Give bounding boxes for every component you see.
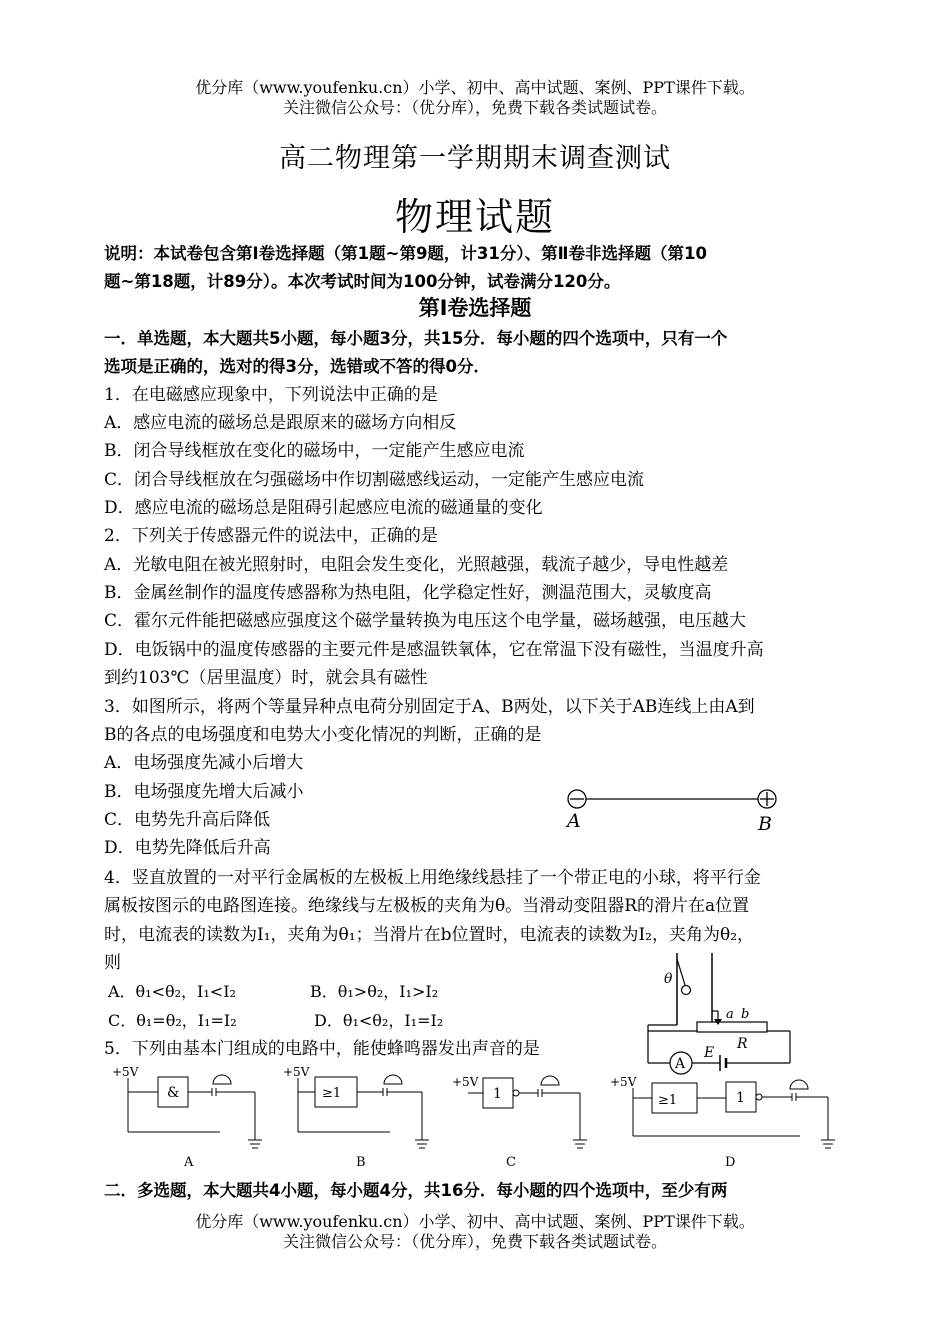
q4-stem-line-1: 4．竖直放置的一对平行金属板的左极板上用绝缘线悬挂了一个带正电的小球，将平行金 bbox=[104, 868, 761, 888]
q3-charges-figure bbox=[560, 785, 790, 840]
q2-option-b: B．金属丝制作的温度传感器称为热电阻，化学稳定性好，测温范围大，灵敏度高 bbox=[104, 583, 712, 603]
q3-stem-line-1: 3．如图所示，将两个等量异种点电荷分别固定于A、B两处，以下关于AB连线上由A到 bbox=[104, 697, 755, 717]
q2-option-d-line-1: D．电饭锅中的温度传感器的主要元件是感温铁氧体，它在常温下没有磁性，当温度升高 bbox=[104, 640, 764, 660]
q4-option-b: B．θ₁>θ₂，I₁>I₂ bbox=[310, 982, 439, 1001]
q2-option-c: C．霍尔元件能把磁感应强度这个磁学量转换为电压这个电学量，磁场越强，电压越大 bbox=[104, 611, 747, 631]
circuit-label-d: D bbox=[725, 1155, 736, 1170]
charge-label-a: A bbox=[567, 810, 581, 832]
circuit-a bbox=[112, 1065, 262, 1170]
rheostat-r bbox=[697, 1022, 767, 1032]
buzzer-icon bbox=[213, 1075, 231, 1084]
buzzer-icon bbox=[790, 1080, 808, 1089]
not-gate-symbol: 1 bbox=[493, 1086, 502, 1102]
ammeter-label: A bbox=[675, 1056, 686, 1072]
part-1-line-2: 选项是正确的，选对的得3分，选错或不答的得0分． bbox=[104, 357, 490, 376]
q4-option-d: D．θ₁<θ₂，I₁=I₂ bbox=[314, 1011, 444, 1030]
q3-stem-line-2: B的各点的电场强度和电势大小变化情况的判断，正确的是 bbox=[104, 725, 542, 745]
q4-option-c: C．θ₁=θ₂，I₁=I₂ bbox=[108, 1011, 237, 1030]
supply-label-d: +5V bbox=[610, 1075, 637, 1089]
exam-title: 高二物理第一学期期末调查测试 bbox=[279, 143, 671, 174]
emf-label: E bbox=[704, 1045, 715, 1061]
q4-option-a: A．θ₁<θ₂，I₁<I₂ bbox=[108, 982, 236, 1001]
and-gate-symbol: & bbox=[167, 1085, 180, 1101]
circuit-c bbox=[452, 1075, 587, 1170]
q1-option-d: D．感应电流的磁场总是阻碍引起感应电流的磁通量的变化 bbox=[104, 498, 543, 518]
q2-stem: 2．下列关于传感器元件的说法中，正确的是 bbox=[104, 526, 438, 546]
q1-stem: 1．在电磁感应现象中，下列说法中正确的是 bbox=[104, 385, 438, 405]
footer-line-2: 关注微信公众号：（优分库），免费下载各类试题试卷。 bbox=[282, 1232, 667, 1251]
q3-option-b: B．电场强度先增大后减小 bbox=[104, 782, 304, 802]
q5-gates-figure bbox=[100, 1060, 845, 1172]
charge-label-b: B bbox=[758, 813, 772, 835]
intro-line-1: 说明：本试卷包含第Ⅰ卷选择题（第1题~第9题，计31分）、第Ⅱ卷非选择题（第10 bbox=[104, 244, 707, 263]
resistor-r-label: R bbox=[737, 1036, 748, 1052]
circuit-b bbox=[283, 1065, 429, 1170]
theta-label: θ bbox=[664, 971, 673, 987]
q4-stem-line-2: 属板按图示的电路图连接。绝缘线与左极板的夹角为θ。当滑动变阻器R的滑片在a位置 bbox=[104, 896, 750, 916]
part-1-line-1: 一．单选题，本大题共5小题，每小题3分，共15分．每小题的四个选项中，只有一个 bbox=[104, 329, 728, 348]
circuit-label-c: C bbox=[506, 1155, 516, 1170]
supply-label-c: +5V bbox=[452, 1075, 479, 1089]
q4-stem-line-3: 时，电流表的读数为I₁，夹角为θ₁；当滑片在b位置时，电流表的读数为I₂，夹角为θ₂， bbox=[104, 925, 755, 945]
or-gate-symbol-d: ≥1 bbox=[658, 1093, 678, 1108]
q1-option-b: B．闭合导线框放在变化的磁场中，一定能产生感应电流 bbox=[104, 441, 525, 461]
part-2-line-1: 二．多选题，本大题共4小题，每小题4分，共16分．每小题的四个选项中，至少有两 bbox=[104, 1181, 728, 1200]
charged-ball-icon bbox=[682, 986, 691, 995]
or-gate-symbol: ≥1 bbox=[322, 1086, 342, 1101]
supply-label-a: +5V bbox=[112, 1065, 139, 1079]
intro-line-2: 题~第18题，计89分）。本次考试时间为100分钟，试卷满分120分。 bbox=[104, 272, 621, 291]
q1-option-a: A．感应电流的磁场总是跟原来的磁场方向相反 bbox=[104, 413, 457, 433]
q2-option-d-line-2: 到约103℃（居里温度）时，就会具有磁性 bbox=[104, 668, 428, 688]
slider-b-label: b bbox=[741, 1007, 750, 1022]
q4-stem-line-4: 则 bbox=[104, 953, 121, 973]
q3-option-c: C．电势先升高后降低 bbox=[104, 810, 271, 830]
section-1-title: 第Ⅰ卷选择题 bbox=[418, 296, 532, 320]
q3-option-a: A．电场强度先减小后增大 bbox=[104, 753, 304, 773]
circuit-d bbox=[610, 1075, 835, 1170]
q5-stem: 5．下列由基本门组成的电路中，能使蜂鸣器发出声音的是 bbox=[104, 1039, 540, 1059]
slider-a-label: a bbox=[726, 1007, 734, 1022]
supply-label-b: +5V bbox=[283, 1065, 310, 1079]
header-line-2: 关注微信公众号：（优分库），免费下载各类试题试卷。 bbox=[282, 98, 667, 117]
buzzer-icon bbox=[384, 1075, 402, 1084]
exam-subtitle: 物理试题 bbox=[394, 195, 555, 239]
header-line-1: 优分库（www.youfenku.cn）小学、初中、高中试题、案例、PPT课件下载。 bbox=[195, 78, 755, 97]
q1-option-c: C．闭合导线框放在匀强磁场中作切割磁感线运动，一定能产生感应电流 bbox=[104, 470, 645, 490]
buzzer-icon bbox=[541, 1076, 559, 1085]
circuit-label-b: B bbox=[356, 1155, 366, 1170]
q3-option-d: D．电势先降低后升高 bbox=[104, 838, 271, 858]
q2-option-a: A．光敏电阻在被光照射时，电阻会发生变化，光照越强，载流子越少，导电性越差 bbox=[104, 555, 729, 575]
circuit-label-a: A bbox=[184, 1155, 194, 1170]
footer-line-1: 优分库（www.youfenku.cn）小学、初中、高中试题、案例、PPT课件下载。 bbox=[195, 1212, 755, 1231]
not-gate-symbol-d: 1 bbox=[736, 1090, 745, 1106]
